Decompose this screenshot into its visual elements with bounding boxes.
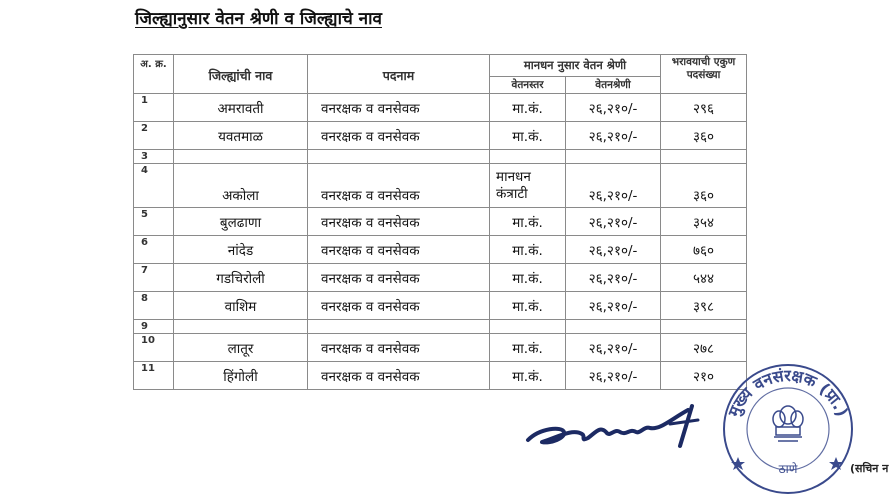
post-count-cell <box>661 320 747 334</box>
pay-scale-cell <box>566 150 661 164</box>
district-cell: वाशिम <box>174 292 308 320</box>
official-seal <box>716 357 856 497</box>
serial-cell: 3 <box>134 150 174 164</box>
pay-scale-cell: २६,२१०/- <box>566 164 661 208</box>
post-count-cell: ३९८ <box>661 292 747 320</box>
pay-level-cell: मा.कं. <box>490 208 566 236</box>
serial-cell: 2 <box>134 122 174 150</box>
district-cell: अमरावती <box>174 94 308 122</box>
district-cell: बुलढाणा <box>174 208 308 236</box>
signatory-name-fragment: (सचिन न <box>850 462 889 475</box>
table-row <box>134 208 747 236</box>
district-cell: नांदेड <box>174 236 308 264</box>
serial-cell: 4 <box>134 164 174 208</box>
table-row <box>134 164 747 208</box>
post-count-cell: २७८ <box>661 334 747 362</box>
header-pay-scale: वेतनश्रेणी <box>566 77 661 94</box>
serial-cell: 7 <box>134 264 174 292</box>
district-cell <box>174 320 308 334</box>
signature <box>520 398 720 458</box>
pay-scale-cell <box>566 320 661 334</box>
table-row <box>134 94 747 122</box>
post-count-cell: ५४४ <box>661 264 747 292</box>
pay-scale-cell: २६,२१०/- <box>566 292 661 320</box>
header-pay-group: मानधन नुसार वेतन श्रेणी <box>490 55 661 77</box>
header-pay-level: वेतनस्तर <box>490 77 566 94</box>
district-cell: लातूर <box>174 334 308 362</box>
table-row <box>134 122 747 150</box>
post-count-cell: ३६० <box>661 164 747 208</box>
serial-cell: 6 <box>134 236 174 264</box>
pay-scale-cell: २६,२१०/- <box>566 362 661 390</box>
post-cell: वनरक्षक व वनसेवक <box>308 122 490 150</box>
pay-level-cell <box>490 320 566 334</box>
pay-level-cell: मा.कं. <box>490 292 566 320</box>
header-serial: अ. क्र. <box>134 55 174 94</box>
post-cell: वनरक्षक व वनसेवक <box>308 292 490 320</box>
post-cell: वनरक्षक व वनसेवक <box>308 264 490 292</box>
post-cell: वनरक्षक व वनसेवक <box>308 94 490 122</box>
emblem-icon <box>773 406 803 441</box>
pay-level-cell: मा.कं. <box>490 264 566 292</box>
post-count-cell: ७६० <box>661 236 747 264</box>
table-row <box>134 362 747 390</box>
post-cell: वनरक्षक व वनसेवक <box>308 164 490 208</box>
district-cell: गडचिरोली <box>174 264 308 292</box>
post-cell: वनरक्षक व वनसेवक <box>308 334 490 362</box>
header-district: जिल्ह्यांची नाव <box>174 55 308 94</box>
post-cell <box>308 150 490 164</box>
pay-level-cell: मा.कं. <box>490 122 566 150</box>
table-row <box>134 292 747 320</box>
svg-text:मुख्य वनसंरक्षक (प्रा.) <box>724 366 852 421</box>
pay-scale-cell: २६,२१०/- <box>566 236 661 264</box>
table-row <box>134 320 747 334</box>
pay-scale-cell: २६,२१०/- <box>566 94 661 122</box>
post-count-cell: ३६० <box>661 122 747 150</box>
pay-scale-cell: २६,२१०/- <box>566 208 661 236</box>
pay-scale-cell: २६,२१०/- <box>566 122 661 150</box>
table-row <box>134 334 747 362</box>
document-title: जिल्ह्यानुसार वेतन श्रेणी व जिल्ह्याचे नाव <box>135 9 382 29</box>
post-cell <box>308 320 490 334</box>
pay-level-cell: मानधन कंत्राटी <box>490 164 566 208</box>
table-row <box>134 236 747 264</box>
district-cell <box>174 150 308 164</box>
serial-cell: 11 <box>134 362 174 390</box>
serial-cell: 5 <box>134 208 174 236</box>
district-cell: यवतमाळ <box>174 122 308 150</box>
pay-scale-cell: २६,२१०/- <box>566 264 661 292</box>
post-count-cell: २९६ <box>661 94 747 122</box>
pay-scale-cell: २६,२१०/- <box>566 334 661 362</box>
header-post-count: भरावयाची एकुण पदसंख्या <box>661 55 747 94</box>
post-count-cell: ३५४ <box>661 208 747 236</box>
post-count-cell <box>661 150 747 164</box>
district-pay-table <box>133 54 747 390</box>
seal-top-text: मुख्य वनसंरक्षक (प्रा.) <box>724 365 852 420</box>
pay-level-cell: मा.कं. <box>490 94 566 122</box>
pay-level-cell: मा.कं. <box>490 362 566 390</box>
table-row <box>134 150 747 164</box>
post-cell: वनरक्षक व वनसेवक <box>308 208 490 236</box>
pay-level-cell: मा.कं. <box>490 334 566 362</box>
seal-bottom-text: ठाणे <box>778 462 798 476</box>
serial-cell: 9 <box>134 320 174 334</box>
post-count-cell: २१० <box>661 362 747 390</box>
serial-cell: 10 <box>134 334 174 362</box>
header-post: पदनाम <box>308 55 490 94</box>
district-cell: हिंगोली <box>174 362 308 390</box>
post-cell: वनरक्षक व वनसेवक <box>308 236 490 264</box>
district-cell: अकोला <box>174 164 308 208</box>
table-row <box>134 264 747 292</box>
pay-level-cell: मा.कं. <box>490 236 566 264</box>
serial-cell: 1 <box>134 94 174 122</box>
pay-level-cell <box>490 150 566 164</box>
serial-cell: 8 <box>134 292 174 320</box>
post-cell: वनरक्षक व वनसेवक <box>308 362 490 390</box>
